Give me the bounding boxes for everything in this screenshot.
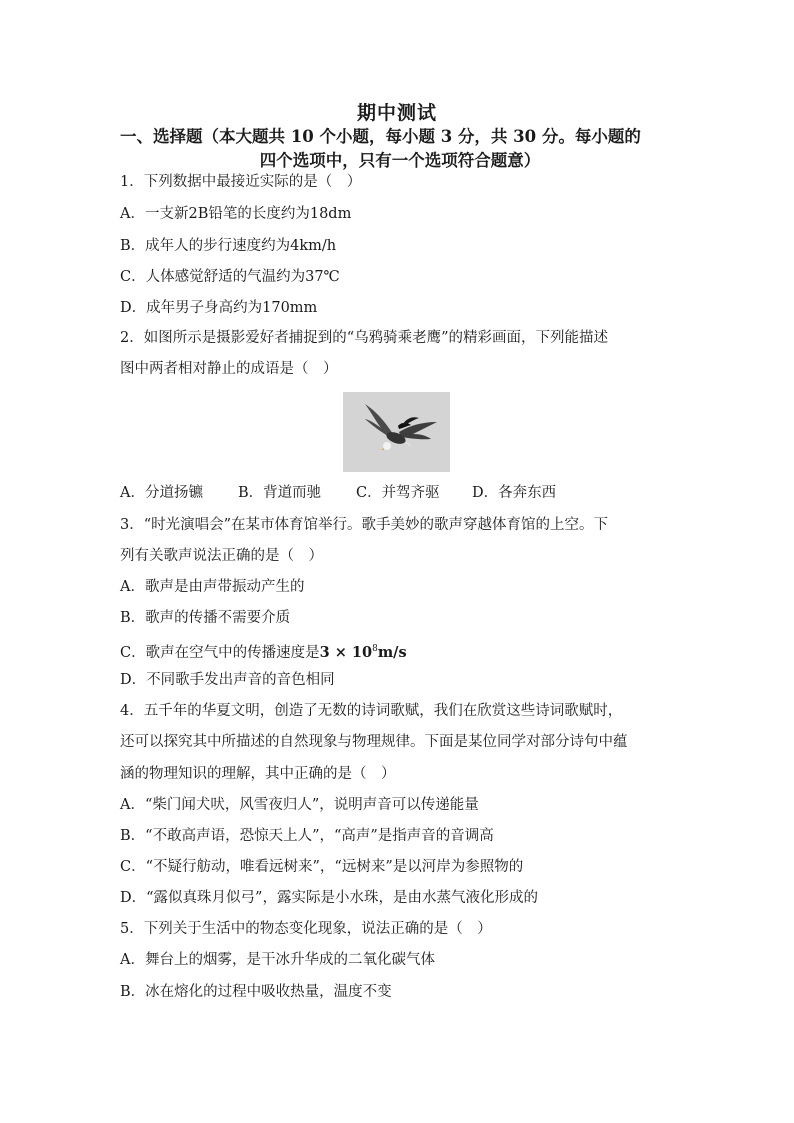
eagle-crow-illustration: [343, 392, 450, 472]
q2-option-b: B．背道而驰: [238, 485, 322, 501]
q1-option-c: C．人体感觉舒适的气温约为37℃: [120, 269, 340, 285]
q1-stem: 1．下列数据中最接近实际的是（ ）: [120, 174, 362, 190]
crow-riding-eagle-photo: [343, 392, 450, 472]
section-heading-line2: 四个选项中，只有一个选项符合题意）: [259, 151, 541, 170]
q4-stem-line3: 涵的物理知识的理解，其中正确的是（ ）: [120, 766, 396, 782]
q2-stem-line1: 2．如图所示是摄影爱好者捕捉到的“乌鸦骑乘老鹰”的精彩画面，下列能描述: [120, 330, 609, 346]
q3-option-b: B．歌声的传播不需要介质: [120, 610, 291, 626]
q2-option-a: A．分道扬镳: [120, 485, 203, 501]
q4-stem-line1: 4．五千年的华夏文明，创造了无数的诗词歌赋，我们在欣赏这些诗词歌赋时，: [120, 703, 623, 719]
q2-option-d: D．各奔东西: [472, 485, 557, 501]
q3-option-c: [120, 639, 407, 663]
q3-option-c-unit: m/s: [377, 643, 407, 661]
q3-option-d: D．不同歌手发出声音的音色相同: [120, 672, 335, 688]
q3-option-c-value: 3 × 10: [319, 643, 373, 661]
q4-option-d: D．“露似真珠月似弓”，露实际是小水珠，是由水蒸气液化形成的: [120, 890, 538, 906]
q4-stem-line2: 还可以探究其中所描述的自然现象与物理规律。下面是某位同学对部分诗句中蕴: [120, 734, 628, 750]
q2-options: [120, 483, 556, 503]
q3-option-c-text: C．歌声在空气中的传播速度是: [120, 644, 320, 661]
q3-option-c-exponent: 8: [372, 644, 378, 654]
page-title: 期中测试: [356, 102, 437, 124]
q5-stem: 5．下列关于生活中的物态变化现象，说法正确的是（ ）: [120, 921, 492, 937]
section-heading-line1: 一、选择题（本大题共 10 个小题，每小题 3 分，共 30 分。每小题的: [120, 127, 641, 146]
q4-option-c: C．“不疑行舫动，唯看远树来”，“远树来”是以河岸为参照物的: [120, 859, 524, 875]
q5-option-a: A．舞台上的烟雾，是干冰升华成的二氧化碳气体: [120, 952, 435, 968]
q3-stem-line1: 3．“时光演唱会”在某市体育馆举行。歌手美妙的歌声穿越体育馆的上空。下: [120, 517, 609, 533]
q1-option-d: D．成年男子身高约为170mm: [120, 300, 318, 316]
q3-stem-line2: 列有关歌声说法正确的是（ ）: [120, 548, 323, 564]
q3-option-a: A．歌声是由声带振动产生的: [120, 579, 305, 595]
q2-stem-line2: 图中两者相对静止的成语是（ ）: [120, 361, 338, 377]
q1-option-b: B．成年人的步行速度约为4km/h: [120, 238, 337, 254]
q1-option-a: A．一支新2B铅笔的长度约为18dm: [120, 206, 352, 222]
q5-option-b: B．冰在熔化的过程中吸收热量，温度不变: [120, 984, 392, 1000]
q2-option-c: C．并驾齐驱: [356, 485, 440, 501]
q4-option-b: B．“不敢高声语，恐惊天上人”，“高声”是指声音的音调高: [120, 828, 494, 844]
q4-option-a: A．“柴门闻犬吠，风雪夜归人”，说明声音可以传递能量: [120, 797, 479, 813]
